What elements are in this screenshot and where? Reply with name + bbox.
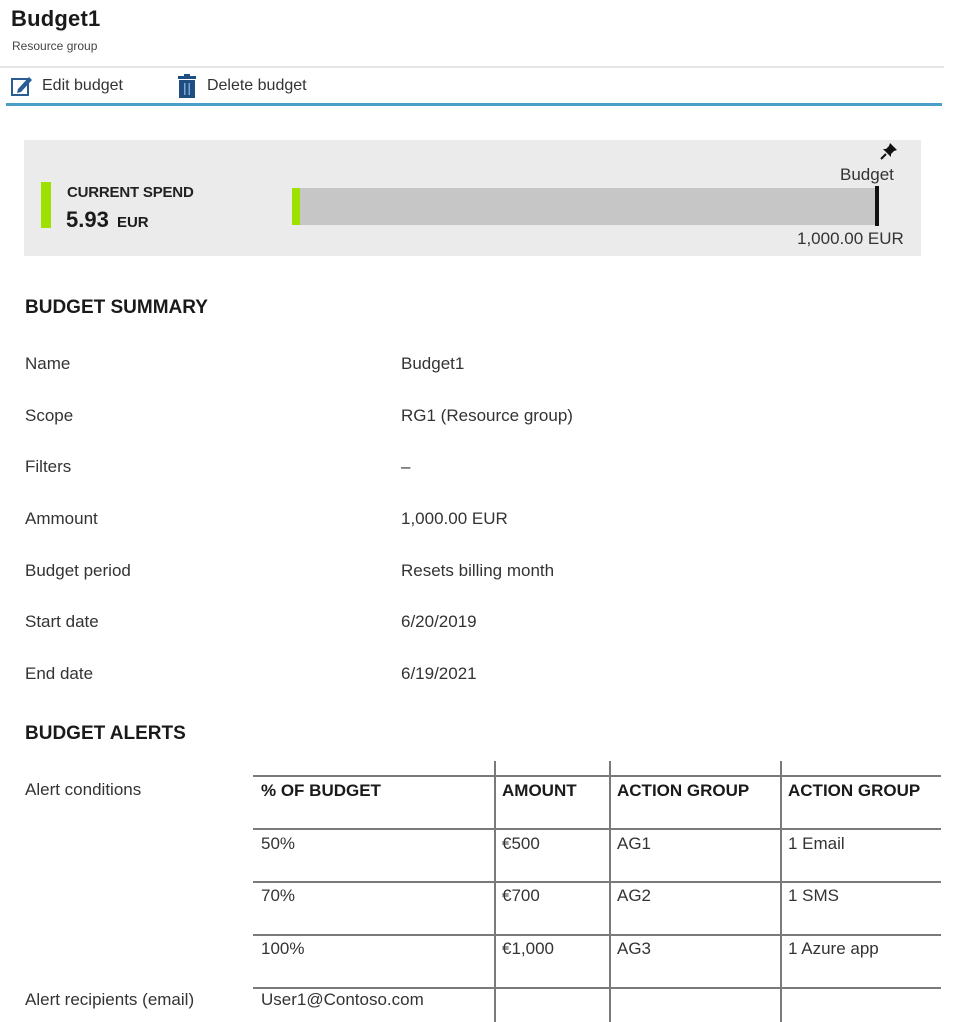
budget-limit-marker: [875, 186, 879, 226]
summary-value-period: Resets billing month: [401, 561, 555, 580]
toolbar-underline: [6, 103, 942, 106]
delete-budget-button[interactable]: [175, 74, 307, 98]
summary-value-filters: –: [401, 457, 411, 476]
alert-recipient-email: User1@Contoso.com: [261, 990, 424, 1009]
alert-action-type-cell: 1 SMS: [788, 886, 840, 905]
summary-value-end-date: 6/19/2021: [401, 664, 477, 683]
alert-action-group-cell: AG2: [617, 886, 652, 905]
alert-action-type-cell: 1 Email: [788, 834, 845, 853]
budget-marker-label: Budget: [840, 165, 894, 184]
page-title: Budget1: [11, 6, 101, 31]
table-column-line: [780, 761, 782, 1022]
current-spend-value: [66, 207, 149, 233]
pin-icon[interactable]: [880, 142, 898, 160]
summary-label-period: Budget period: [25, 561, 131, 580]
budget-progress-track: [292, 188, 876, 225]
table-column-line: [609, 761, 611, 1022]
edit-icon: [10, 74, 34, 98]
alert-percent-cell: 50%: [261, 834, 296, 853]
summary-label-filters: Filters: [25, 457, 72, 476]
table-row-line: [253, 987, 941, 989]
budget-alerts-heading: BUDGET ALERTS: [25, 723, 186, 744]
alert-action-group-cell: AG1: [617, 834, 652, 853]
edit-budget-label: Edit budget: [42, 77, 123, 94]
spend-currency: EUR: [116, 214, 149, 231]
toolbar-divider: [0, 66, 944, 68]
page-subtitle: Resource group: [12, 39, 98, 53]
table-row-line: [253, 881, 941, 883]
summary-label-end-date: End date: [25, 664, 94, 683]
summary-value-scope: RG1 (Resource group): [401, 406, 573, 425]
summary-label-name: Name: [25, 354, 71, 373]
alert-amount-cell: €1,000: [502, 939, 554, 958]
table-row-line: [253, 828, 941, 830]
toolbar: [10, 72, 307, 100]
budget-marker-amount: 1,000.00 EUR: [797, 229, 904, 248]
summary-label-start-date: Start date: [25, 612, 99, 631]
trash-icon: [175, 74, 199, 98]
summary-label-amount: Ammount: [25, 509, 98, 528]
alert-action-type-cell: 1 Azure app: [788, 939, 879, 958]
alert-recipients-label: Alert recipients (email): [25, 990, 195, 1009]
alert-amount-cell: €700: [502, 886, 540, 905]
alert-amount-cell: €500: [502, 834, 540, 853]
summary-label-scope: Scope: [25, 406, 74, 425]
column-header-action-group-type: ACTION GROUP: [788, 781, 921, 800]
alert-percent-cell: 100%: [261, 939, 305, 958]
summary-value-start-date: 6/20/2019: [401, 612, 477, 631]
budget-progress-fill: [292, 188, 300, 225]
summary-value-amount: 1,000.00 EUR: [401, 509, 508, 528]
summary-value-name: Budget1: [401, 354, 465, 373]
spend-amount: 5.93: [66, 207, 109, 232]
edit-budget-button[interactable]: [10, 74, 123, 98]
budget-summary-heading: BUDGET SUMMARY: [25, 297, 208, 318]
column-header-percent: % OF BUDGET: [261, 781, 381, 800]
table-header-top-line: [253, 775, 941, 777]
alert-conditions-label: Alert conditions: [25, 780, 142, 799]
alert-action-group-cell: AG3: [617, 939, 652, 958]
delete-budget-label: Delete budget: [206, 77, 307, 94]
table-column-line: [494, 761, 496, 1022]
spend-accent-bar: [41, 182, 51, 228]
current-spend-label: CURRENT SPEND: [67, 184, 194, 201]
column-header-amount: AMOUNT: [502, 781, 577, 800]
alert-percent-cell: 70%: [261, 886, 296, 905]
table-row-line: [253, 934, 941, 936]
column-header-action-group: ACTION GROUP: [617, 781, 750, 800]
